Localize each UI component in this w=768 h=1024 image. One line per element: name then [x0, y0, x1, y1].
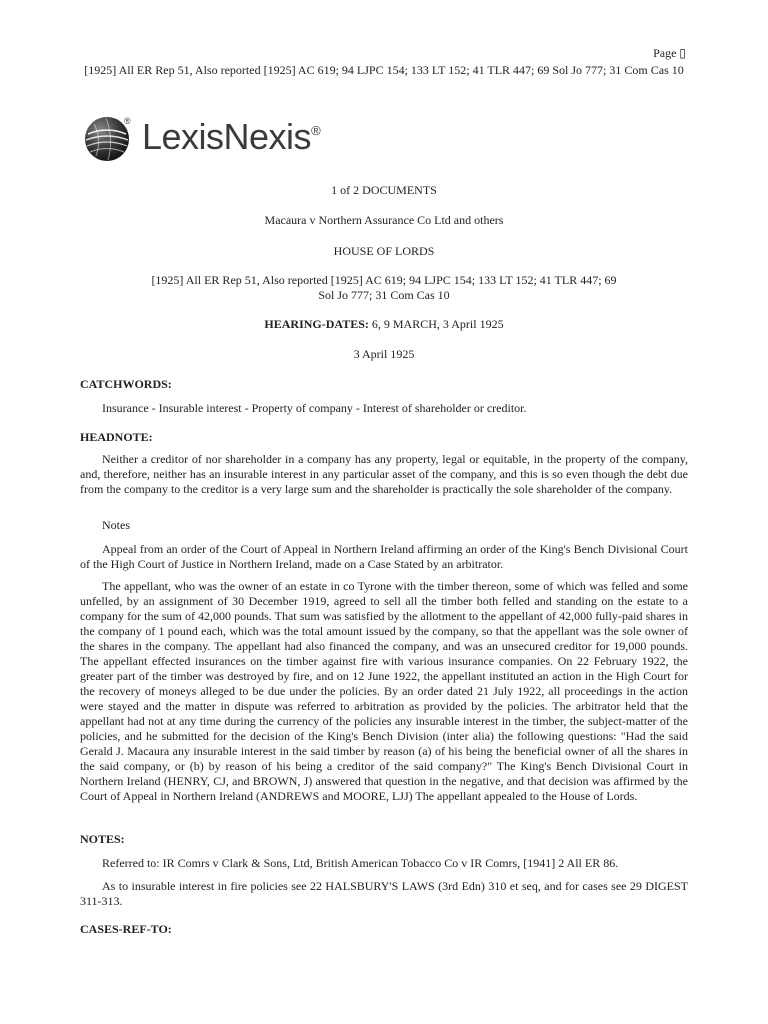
notes-heading: NOTES:: [80, 832, 125, 846]
hearing-dates-label: HEARING-DATES:: [264, 317, 369, 331]
logo-wordmark: [142, 115, 321, 157]
hearing-dates: [80, 317, 688, 332]
lexisnexis-logo: [84, 116, 320, 162]
header-citation: [1925] All ER Rep 51, Also reported [1925] AC 619; 94 LJPC 154; 133 LT 152; 41 TLR 447; 69 Sol Jo 777; 31 Com Cas 10: [84, 63, 684, 77]
headnote-heading: HEADNOTE:: [80, 430, 153, 444]
judgment-date: 3 April 1925: [353, 347, 415, 361]
catchwords-heading: CATCHWORDS:: [80, 377, 172, 391]
court-name: HOUSE OF LORDS: [333, 244, 435, 258]
case-citation: [1925] All ER Rep 51, Also reported [1925] AC 619; 94 LJPC 154; 133 LT 152; 41 TLR 447; 69 Sol Jo 777; 31 Com Cas 10: [151, 273, 617, 302]
catchwords-text: Insurance - Insurable interest - Property of company - Interest of shareholder or creditor.: [102, 401, 527, 415]
headnote-paragraph-1: Neither a creditor of nor shareholder in a company has any property, legal or equitable, in the property of the company, and, therefore, neither has an insurable interest in any particular asset of the company, and this is so even though the debt due from the company to the creditor is a very large sum and the shareholder is practically the sole shareholder of the company.: [80, 452, 688, 496]
hearing-dates-value: 6, 9 MARCH, 3 April 1925: [368, 317, 504, 331]
notes-paragraph-2: As to insurable interest in fire policies see 22 HALSBURY'S LAWS (3rd Edn) 310 et seq, and for cases see 29 DIGEST 311-313.: [80, 879, 688, 908]
case-name: Macaura v Northern Assurance Co Ltd and others: [264, 213, 504, 227]
headnote-paragraph-3: The appellant, who was the owner of an estate in co Tyrone with the timber thereon, some of which was felled and some unfelled, by an assignment of 30 December 1919, agreed to sell all the timber both felled and standing on the estate to a company for the sum of 42,000 pounds. That sum was satisfied by the allotment to the appellant of 42,000 fully-paid shares in the company of 1 pound each, which was the total amount issued by the company, so that the appellant was the sole owner of the shares in the company. The appellant had also financed the company, and was an unsecured creditor for 19,000 pounds. The appellant effected insurances on the timber against fire with various insurance companies. On 22 February 1922, the greater part of the timber was destroyed by fire, and on 12 June 1922, the appellant instituted an action in the High Court for the recovery of moneys alleged to be due under the policies. By an order dated 21 July 1922, all proceedings in the action were stayed and the matter in dispute was referred to arbitration as provided by the policies. The arbitrator held that the appellant had not at any time during the currency of the policies any insurable interest in the timber, the subject-matter of the policies, and he submitted for the decision of the King's Bench Division (inter alia) the following questions: "Had the said Gerald J. Macaura any insurable interest in the said timber by reason (a) of his being the beneficial owner of all the shares in the said company, or (b) by reason of his being a creditor of the said company?" The King's Bench Divisional Court in Northern Ireland (HENRY, CJ, and BROWN, J) answered that question in the negative, and that decision was affirmed by the Court of Appeal in Northern Ireland (ANDREWS and MOORE, LJJ) The appellant appealed to the House of Lords.: [80, 579, 688, 803]
cases-ref-heading: CASES-REF-TO:: [80, 922, 172, 936]
headnote-paragraph-2: Appeal from an order of the Court of Appeal in Northern Ireland affirming an order of the King's Bench Divisional Court of the High Court of Justice in Northern Ireland, made on a Case Stated by an arbitrator.: [80, 542, 688, 571]
notes-paragraph-1: Referred to: IR Comrs v Clark & Sons, Ltd, British American Tobacco Co v IR Comrs, [1941] 2 All ER 86.: [102, 856, 619, 870]
logo-wordmark-text: LexisNexis: [142, 115, 312, 157]
headnote-notes-label: Notes: [102, 518, 130, 532]
logo-mark-registered: ®: [124, 116, 131, 126]
page-number: Page ▯: [653, 46, 686, 60]
logo-registered: ®: [311, 122, 321, 138]
document-count: 1 of 2 DOCUMENTS: [331, 183, 437, 197]
